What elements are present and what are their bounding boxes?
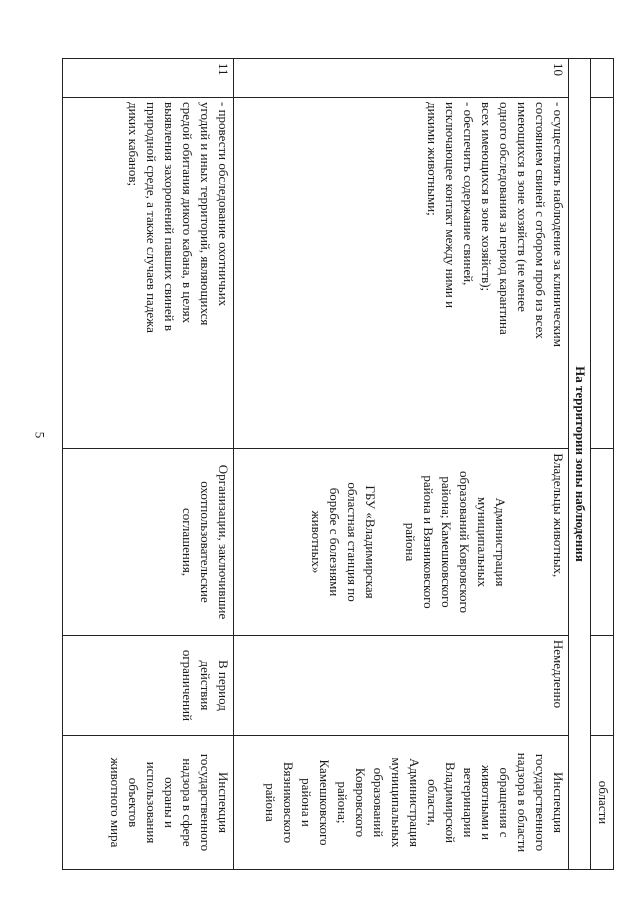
action-line: - провести обследование охотничьих bbox=[216, 102, 231, 307]
responsible-line: Организации, заключившие bbox=[216, 464, 231, 620]
control-line: Вязниковского bbox=[281, 761, 296, 844]
action-line: одного обследования за период карантина bbox=[497, 102, 512, 335]
responsible-cell bbox=[234, 449, 569, 636]
action-line: выявления захоронений павших свиней в bbox=[162, 102, 177, 332]
control-line: Администрация bbox=[407, 758, 422, 847]
action-cell bbox=[234, 98, 569, 449]
control-line: обращения с bbox=[497, 767, 512, 838]
control-line: животного мира bbox=[108, 757, 123, 848]
control-cell bbox=[234, 736, 569, 870]
responsible-line: ГБУ «Владимирская bbox=[363, 485, 378, 599]
action-line: природной среде, а также случаев падежа bbox=[144, 102, 159, 333]
row-number: 10 bbox=[234, 59, 569, 98]
control-line: надзора в области bbox=[515, 752, 530, 853]
header-cell-action bbox=[591, 98, 614, 449]
control-line: Инспекция bbox=[551, 771, 566, 834]
table-row bbox=[234, 59, 569, 870]
action-line: диких кабанов; bbox=[126, 102, 141, 187]
responsible-line: Владельцы животных, bbox=[551, 453, 566, 578]
time-cell bbox=[63, 635, 234, 735]
responsible-line: соглашения, bbox=[180, 507, 195, 577]
responsible-line: района; Камешковского bbox=[439, 476, 454, 608]
action-line: имеющихся в зоне хозяйств (не менее bbox=[515, 102, 530, 312]
table-header-continuation bbox=[591, 59, 614, 870]
table-row bbox=[63, 59, 234, 870]
responsible-line: образований Ковровского bbox=[457, 471, 472, 613]
control-line: образований bbox=[371, 767, 386, 838]
time-cell bbox=[234, 635, 569, 735]
control-line: муниципальных bbox=[389, 757, 404, 848]
control-line: района bbox=[263, 783, 278, 822]
measures-table bbox=[62, 58, 614, 870]
control-line: Владимирской bbox=[443, 761, 458, 844]
action-cell bbox=[63, 98, 234, 449]
control-line: охраны и bbox=[162, 777, 177, 828]
responsible-line: района bbox=[403, 522, 418, 562]
control-line: Камешковского bbox=[317, 759, 332, 846]
action-line: дикими животными; bbox=[425, 102, 440, 216]
rotated-page bbox=[54, 58, 614, 870]
control-line: Ковровского bbox=[353, 767, 368, 838]
responsible-line: областная станция по bbox=[345, 482, 360, 602]
control-line: надзора в сфере bbox=[180, 758, 195, 847]
control-line: Инспекция bbox=[216, 771, 231, 834]
responsible-line: животных» bbox=[309, 510, 324, 574]
action-line: - обеспечить содержание свиней, bbox=[461, 102, 476, 286]
responsible-cell bbox=[63, 449, 234, 636]
action-line: всех имеющихся в зоне хозяйств); bbox=[479, 102, 494, 292]
time-line: действия bbox=[198, 660, 213, 711]
header-cell-control: области bbox=[591, 736, 614, 870]
responsible-line: охотпользовательские bbox=[198, 481, 213, 603]
control-line: объектов bbox=[126, 777, 141, 828]
control-line: государственного bbox=[198, 753, 213, 852]
time-line: ограничений bbox=[180, 649, 195, 722]
control-line: животными и bbox=[479, 764, 494, 841]
control-line: государственного bbox=[533, 753, 548, 852]
control-line: использования bbox=[144, 761, 159, 844]
time-line: Немедленно bbox=[551, 639, 566, 709]
section-title: На территории зоны наблюдения bbox=[569, 59, 591, 870]
control-line: области, bbox=[425, 779, 440, 826]
row-number: 11 bbox=[63, 59, 234, 98]
header-cell-num bbox=[591, 59, 614, 98]
page-number: 5 bbox=[32, 431, 48, 439]
control-cell bbox=[63, 736, 234, 870]
responsible-line: борьбе с болезнями bbox=[327, 487, 342, 597]
time-line: В период bbox=[216, 660, 231, 711]
action-line: - осуществлять наблюдение за клиническим bbox=[551, 102, 566, 347]
header-cell-responsible bbox=[591, 449, 614, 636]
action-line: исключающее контакт между ними и bbox=[443, 102, 458, 309]
control-line: района и bbox=[299, 778, 314, 827]
header-cell-time bbox=[591, 635, 614, 735]
control-line: района; bbox=[335, 781, 350, 824]
action-line: состоянием свиней с отбором проб из всех bbox=[533, 102, 548, 339]
responsible-line: муниципальных bbox=[475, 497, 490, 588]
control-line: ветеринарии bbox=[461, 767, 476, 838]
action-line: средой обитания дикого кабана, в целях bbox=[180, 102, 195, 324]
section-title-row bbox=[569, 59, 591, 870]
responsible-line: Администрация bbox=[493, 497, 508, 587]
responsible-line: района и Вязниковского bbox=[421, 475, 436, 609]
action-line: угодий и иных территорий, являющихся bbox=[198, 102, 213, 326]
